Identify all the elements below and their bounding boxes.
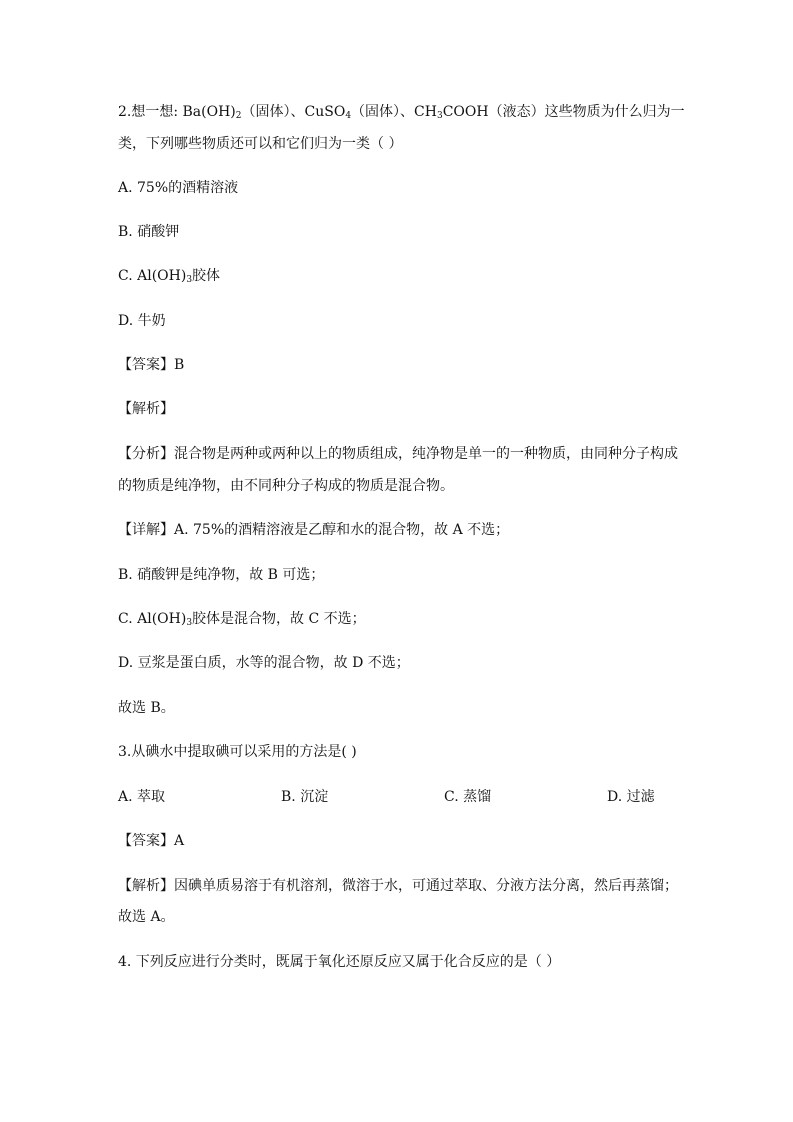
q2-analysis-line-1: 【分析】混合物是两种或两种以上的物质组成，纯净物是单一的一种物质，由同种分子构成 (118, 446, 678, 462)
q2-analysis-line-2: 的物质是纯净物，由不同种分子构成的物质是混合物。 (118, 478, 454, 494)
q2-question-line-2: 类，下列哪些物质还可以和它们归为一类（ ） (118, 136, 403, 152)
q2-jiexi-heading: 【解析】 (118, 401, 174, 417)
q3-option-c: C. 蒸馏 (444, 789, 492, 805)
q3-option-a: A. 萃取 (118, 789, 166, 805)
q2-detail-line-2: B. 硝酸钾是纯净物，故 B 可选； (118, 567, 325, 583)
q3-options-row (118, 787, 678, 807)
q2-detail-line-3: C. $Al(OH)_3$胶体是混合物，故 C 不选； (118, 611, 366, 628)
q3-analysis-line-1: 【解析】因碘单质易溶于有机溶剂，微溶于水，可通过萃取、分液方法分离，然后再蒸馏； (118, 878, 678, 894)
q4-question: 4. 下列反应进行分类时，既属于氧化还原反应又属于化合反应的是（ ） (118, 954, 561, 970)
q2-detail-line-4: D. 豆浆是蛋白质，水等的混合物，故 D 不选； (118, 655, 410, 671)
q2-option-d: D. 牛奶 (118, 313, 166, 329)
q3-answer: 【答案】A (118, 833, 185, 849)
q3-analysis-line-2: 故选 A。 (118, 909, 175, 925)
q2-detail-line-1: 【详解】A. 75%的酒精溶液是乙醇和水的混合物，故 A 不选； (118, 522, 510, 538)
q3-question: 3.从碘水中提取碘可以采用的方法是( ) (118, 744, 357, 760)
q3-option-b: B. 沉淀 (281, 789, 329, 805)
q2-answer: 【答案】B (118, 357, 185, 373)
q2-question-line-1: 2.想一想: $Ba(OH)_2$（固体）、CuSO$_4$（固体）、$CH_3COOH$（液态）这些物质为什么归为一 (118, 104, 685, 121)
q3-option-d: D. 过滤 (607, 789, 655, 805)
q2-option-b: B. 硝酸钾 (118, 224, 180, 240)
q2-option-a: A. 75%的酒精溶液 (118, 180, 239, 196)
q2-option-c: C. $Al(OH)_3$胶体 (118, 268, 221, 285)
q2-conclusion: 故选 B。 (118, 700, 175, 716)
